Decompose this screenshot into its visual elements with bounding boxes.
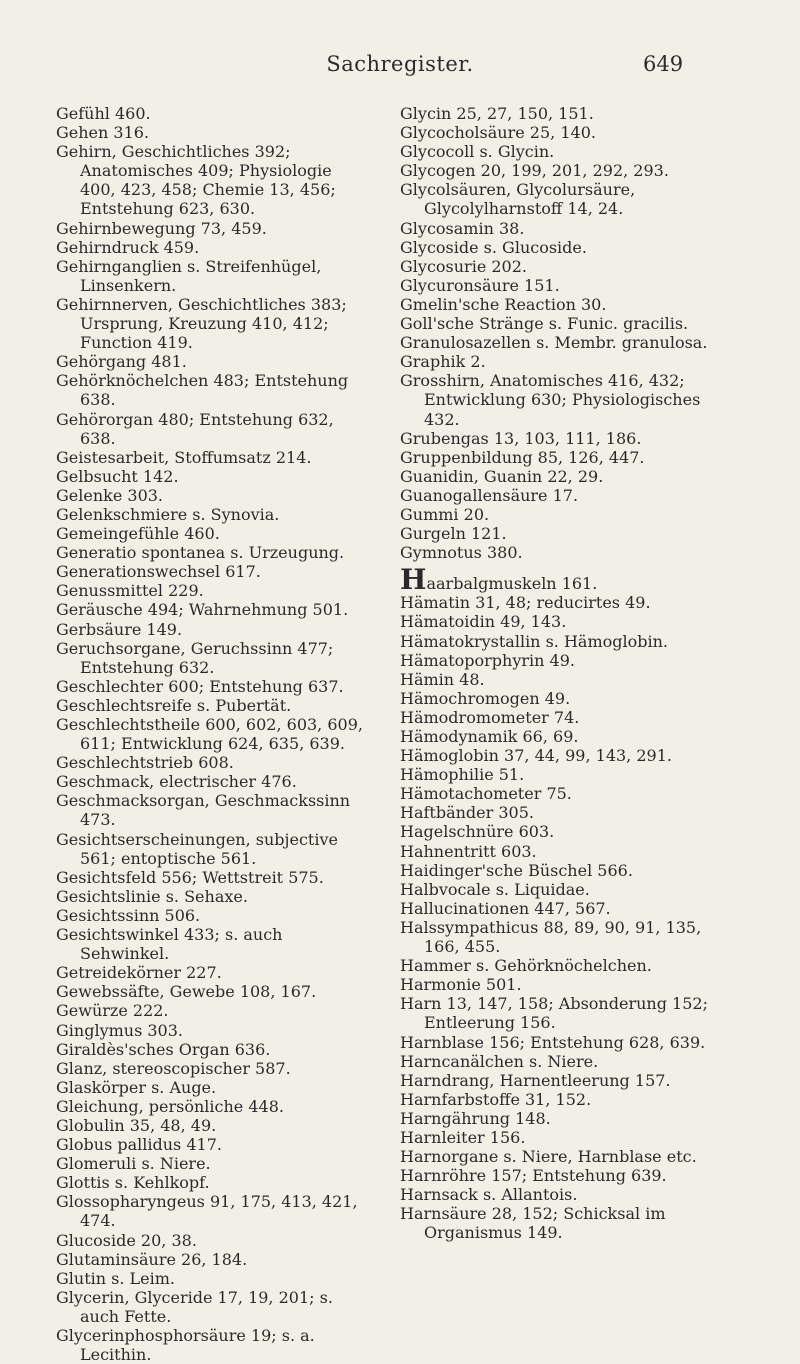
index-entry: Glanz, stereoscopischer 587. (56, 1058, 291, 1078)
letter-section-break (400, 562, 710, 572)
index-entry: Gmelin'sche Reaction 30. (400, 294, 607, 314)
index-entry: Ginglymus 303. (56, 1020, 183, 1040)
index-entry: Glycuronsäure 151. (400, 275, 560, 295)
index-entry: Geschlechtstrieb 608. (56, 753, 234, 773)
index-entry: Geschlechtsreife s. Pubertät. (56, 695, 292, 715)
index-entry: Gummi 20. (400, 504, 490, 524)
index-entry: Glucoside 20, 38. (56, 1230, 197, 1250)
index-entry: Harnorgane s. Niere, Harnblase etc. (400, 1147, 697, 1167)
index-entry: Gruppenbildung 85, 126, 447. (400, 447, 645, 467)
index-entry: Harmonie 501. (400, 975, 522, 995)
index-entry: Glomeruli s. Niere. (56, 1154, 211, 1174)
index-entry: Harnleiter 156. (400, 1127, 526, 1147)
index-entry: Geräusche 494; Wahrnehmung 501. (56, 600, 349, 620)
index-entry: Hämatokrystallin s. Hämoglobin. (400, 631, 668, 651)
index-entry: Grubengas 13, 103, 111, 186. (400, 428, 642, 448)
index-entry: Hämin 48. (400, 669, 485, 689)
index-entry: Gleichung, persönliche 448. (56, 1096, 284, 1116)
index-entry: Grosshirn, Anatomisches 416, 432; Entwicklung 630; Physiologisches 432. (400, 371, 701, 429)
index-entry: Glycoside s. Glucoside. (400, 237, 587, 257)
index-entry: Haidinger'sche Büschel 566. (400, 860, 633, 880)
running-header-title: Sachregister. (326, 52, 474, 76)
index-entry: Harnfarbstoffe 31, 152. (400, 1089, 592, 1109)
page-number: 649 (643, 52, 684, 76)
index-entry: Hämatin 31, 48; reducirtes 49. (400, 593, 651, 613)
index-entry: Glottis s. Kehlkopf. (56, 1173, 210, 1193)
index-entry: Gesichtsfeld 556; Wettstreit 575. (56, 867, 324, 887)
index-entry: Geruchsorgane, Geruchssinn 477; Entstehung 632. (56, 638, 334, 677)
index-entry: Graphik 2. (400, 352, 486, 372)
index-entry: Guanogallensäure 17. (400, 485, 579, 505)
index-entry: Gelbsucht 142. (56, 466, 179, 486)
index-entry: Hallucinationen 447, 567. (400, 898, 611, 918)
index-entry: Harnblase 156; Entstehung 628, 639. (400, 1032, 706, 1052)
index-entry: Glycocholsäure 25, 140. (400, 123, 596, 143)
index-entry: Hämodromometer 74. (400, 707, 580, 727)
index-entry: Globus pallidus 417. (56, 1135, 222, 1155)
index-entry: Hämochromogen 49. (400, 688, 571, 708)
index-entry: Hämoglobin 37, 44, 99, 143, 291. (400, 746, 672, 766)
index-entry: Harnröhre 157; Entstehung 639. (400, 1166, 667, 1186)
index-entry: Goll'sche Stränge s. Funic. gracilis. (400, 314, 689, 334)
index-entry: Gurgeln 121. (400, 524, 507, 544)
index-entry: Gemeingefühle 460. (56, 524, 220, 544)
index-entry: Gesichtserscheinungen, subjective 561; entoptische 561. (56, 829, 338, 868)
index-entry: Glycerinphosphorsäure 19; s. a. Lecithin. (56, 1326, 315, 1364)
index-entry: Glycolsäuren, Glycolursäure, Glycolylharnstoff 14, 24. (400, 180, 636, 219)
index-entry: Hagelschnüre 603. (400, 822, 555, 842)
index-entry-text: aarbalgmuskeln 161. (426, 574, 598, 594)
index-entry: Gerbsäure 149. (56, 619, 183, 639)
index-entry: Glutin s. Leim. (56, 1268, 175, 1288)
index-entry (400, 563, 710, 597)
index-entry: Harncanälchen s. Niere. (400, 1051, 599, 1071)
index-entry: Geschmack, electrischer 476. (56, 772, 297, 792)
index-entry: Hämatoporphyrin 49. (400, 650, 575, 670)
index-entry: Hahnentritt 603. (400, 841, 537, 861)
index-entry: Hämotachometer 75. (400, 784, 572, 804)
index-entry: Guanidin, Guanin 22, 29. (400, 466, 604, 486)
index-entry: Haftbänder 305. (400, 803, 534, 823)
index-entry: Gehörgang 481. (56, 352, 187, 372)
index-entry: Gehirnganglien s. Streifenhügel, Linsenkern. (56, 256, 322, 295)
index-entry: Gehirn, Geschichtliches 392; Anatomisches 409; Physiologie 400, 423, 458; Chemie 13, 456; Entstehung 623, 630. (56, 142, 336, 219)
index-entry: Hämatoidin 49, 143. (400, 612, 567, 632)
index-entry: Glycerin, Glyceride 17, 19, 201; s. auch Fette. (56, 1287, 333, 1326)
index-column-right (400, 104, 710, 1243)
index-entry: Gelenkschmiere s. Synovia. (56, 504, 280, 524)
index-entry: Generatio spontanea s. Urzeugung. (56, 543, 345, 563)
index-entry: Harngährung 148. (400, 1108, 551, 1128)
index-entry: Gehirnnerven, Geschichtliches 383; Ursprung, Kreuzung 410, 412; Function 419. (56, 294, 347, 353)
index-entry: Gewebssäfte, Gewebe 108, 167. (56, 982, 317, 1002)
index-entry: Gelenke 303. (56, 485, 164, 505)
index-entry: Glycosurie 202. (400, 256, 527, 276)
index-entry: Gehirndruck 459. (56, 237, 200, 257)
index-entry: Gewürze 222. (56, 1001, 169, 1021)
index-entry: Gehirnbewegung 73, 459. (56, 218, 267, 238)
index-entry: Globulin 35, 48, 49. (56, 1115, 217, 1135)
index-entry: Hämodynamik 66, 69. (400, 727, 579, 746)
index-entry: Hämophilie 51. (400, 765, 525, 785)
index-entry: Glycosamin 38. (400, 218, 525, 238)
index-entry: Generationswechsel 617. (56, 562, 261, 582)
index-entry: Gesichtswinkel 433; s. auch Sehwinkel. (56, 925, 283, 964)
index-entry: Glutaminsäure 26, 184. (56, 1249, 248, 1269)
index-column-left (56, 104, 368, 1364)
index-entry: Gefühl 460. (56, 104, 151, 123)
index-entry: Gehörknöchelchen 483; Entstehung 638. (56, 371, 349, 410)
index-entry: Halssympathicus 88, 89, 90, 91, 135, 166, 455. (400, 917, 702, 957)
index-entry: Halbvocale s. Liquidae. (400, 879, 590, 899)
index-entry: Harnsack s. Allantois. (400, 1185, 578, 1205)
index-entry: Glaskörper s. Auge. (56, 1077, 217, 1097)
index-entry: Glycogen 20, 199, 201, 292, 293. (400, 161, 669, 181)
index-entry: Granulosazellen s. Membr. granulosa. (400, 333, 708, 353)
index-entry: Genussmittel 229. (56, 581, 204, 601)
index-entry: Giraldès'sches Organ 636. (56, 1039, 271, 1059)
index-entry: Glycocoll s. Glycin. (400, 142, 555, 162)
index-entry: Geschmacksorgan, Geschmackssinn 473. (56, 791, 351, 830)
index-entry: Getreidekörner 227. (56, 963, 222, 983)
index-entry: Harnsäure 28, 152; Schicksal im Organismus 149. (400, 1204, 666, 1243)
index-entry: Geschlechter 600; Entstehung 637. (56, 676, 344, 696)
index-entry: Gehörorgan 480; Entstehung 632, 638. (56, 409, 334, 448)
index-entry: Gehen 316. (56, 123, 150, 143)
index-entry: Glycin 25, 27, 150, 151. (400, 104, 594, 123)
index-entry: Glossopharyngeus 91, 175, 413, 421, 474. (56, 1192, 358, 1231)
index-entry: Geschlechtstheile 600, 602, 603, 609, 611; Entwicklung 624, 635, 639. (56, 715, 363, 754)
section-initial: H (400, 563, 427, 597)
index-entry: Gesichtslinie s. Sehaxe. (56, 886, 248, 906)
index-entry: Gymnotus 380. (400, 543, 523, 563)
index-entry: Harndrang, Harnentleerung 157. (400, 1070, 671, 1090)
index-entry: Hammer s. Gehörknöchelchen. (400, 956, 652, 976)
index-entry: Geistesarbeit, Stoffumsatz 214. (56, 447, 312, 467)
index-entry: Harn 13, 147, 158; Absonderung 152; Entleerung 156. (400, 994, 708, 1033)
index-entry: Gesichtssinn 506. (56, 905, 201, 925)
